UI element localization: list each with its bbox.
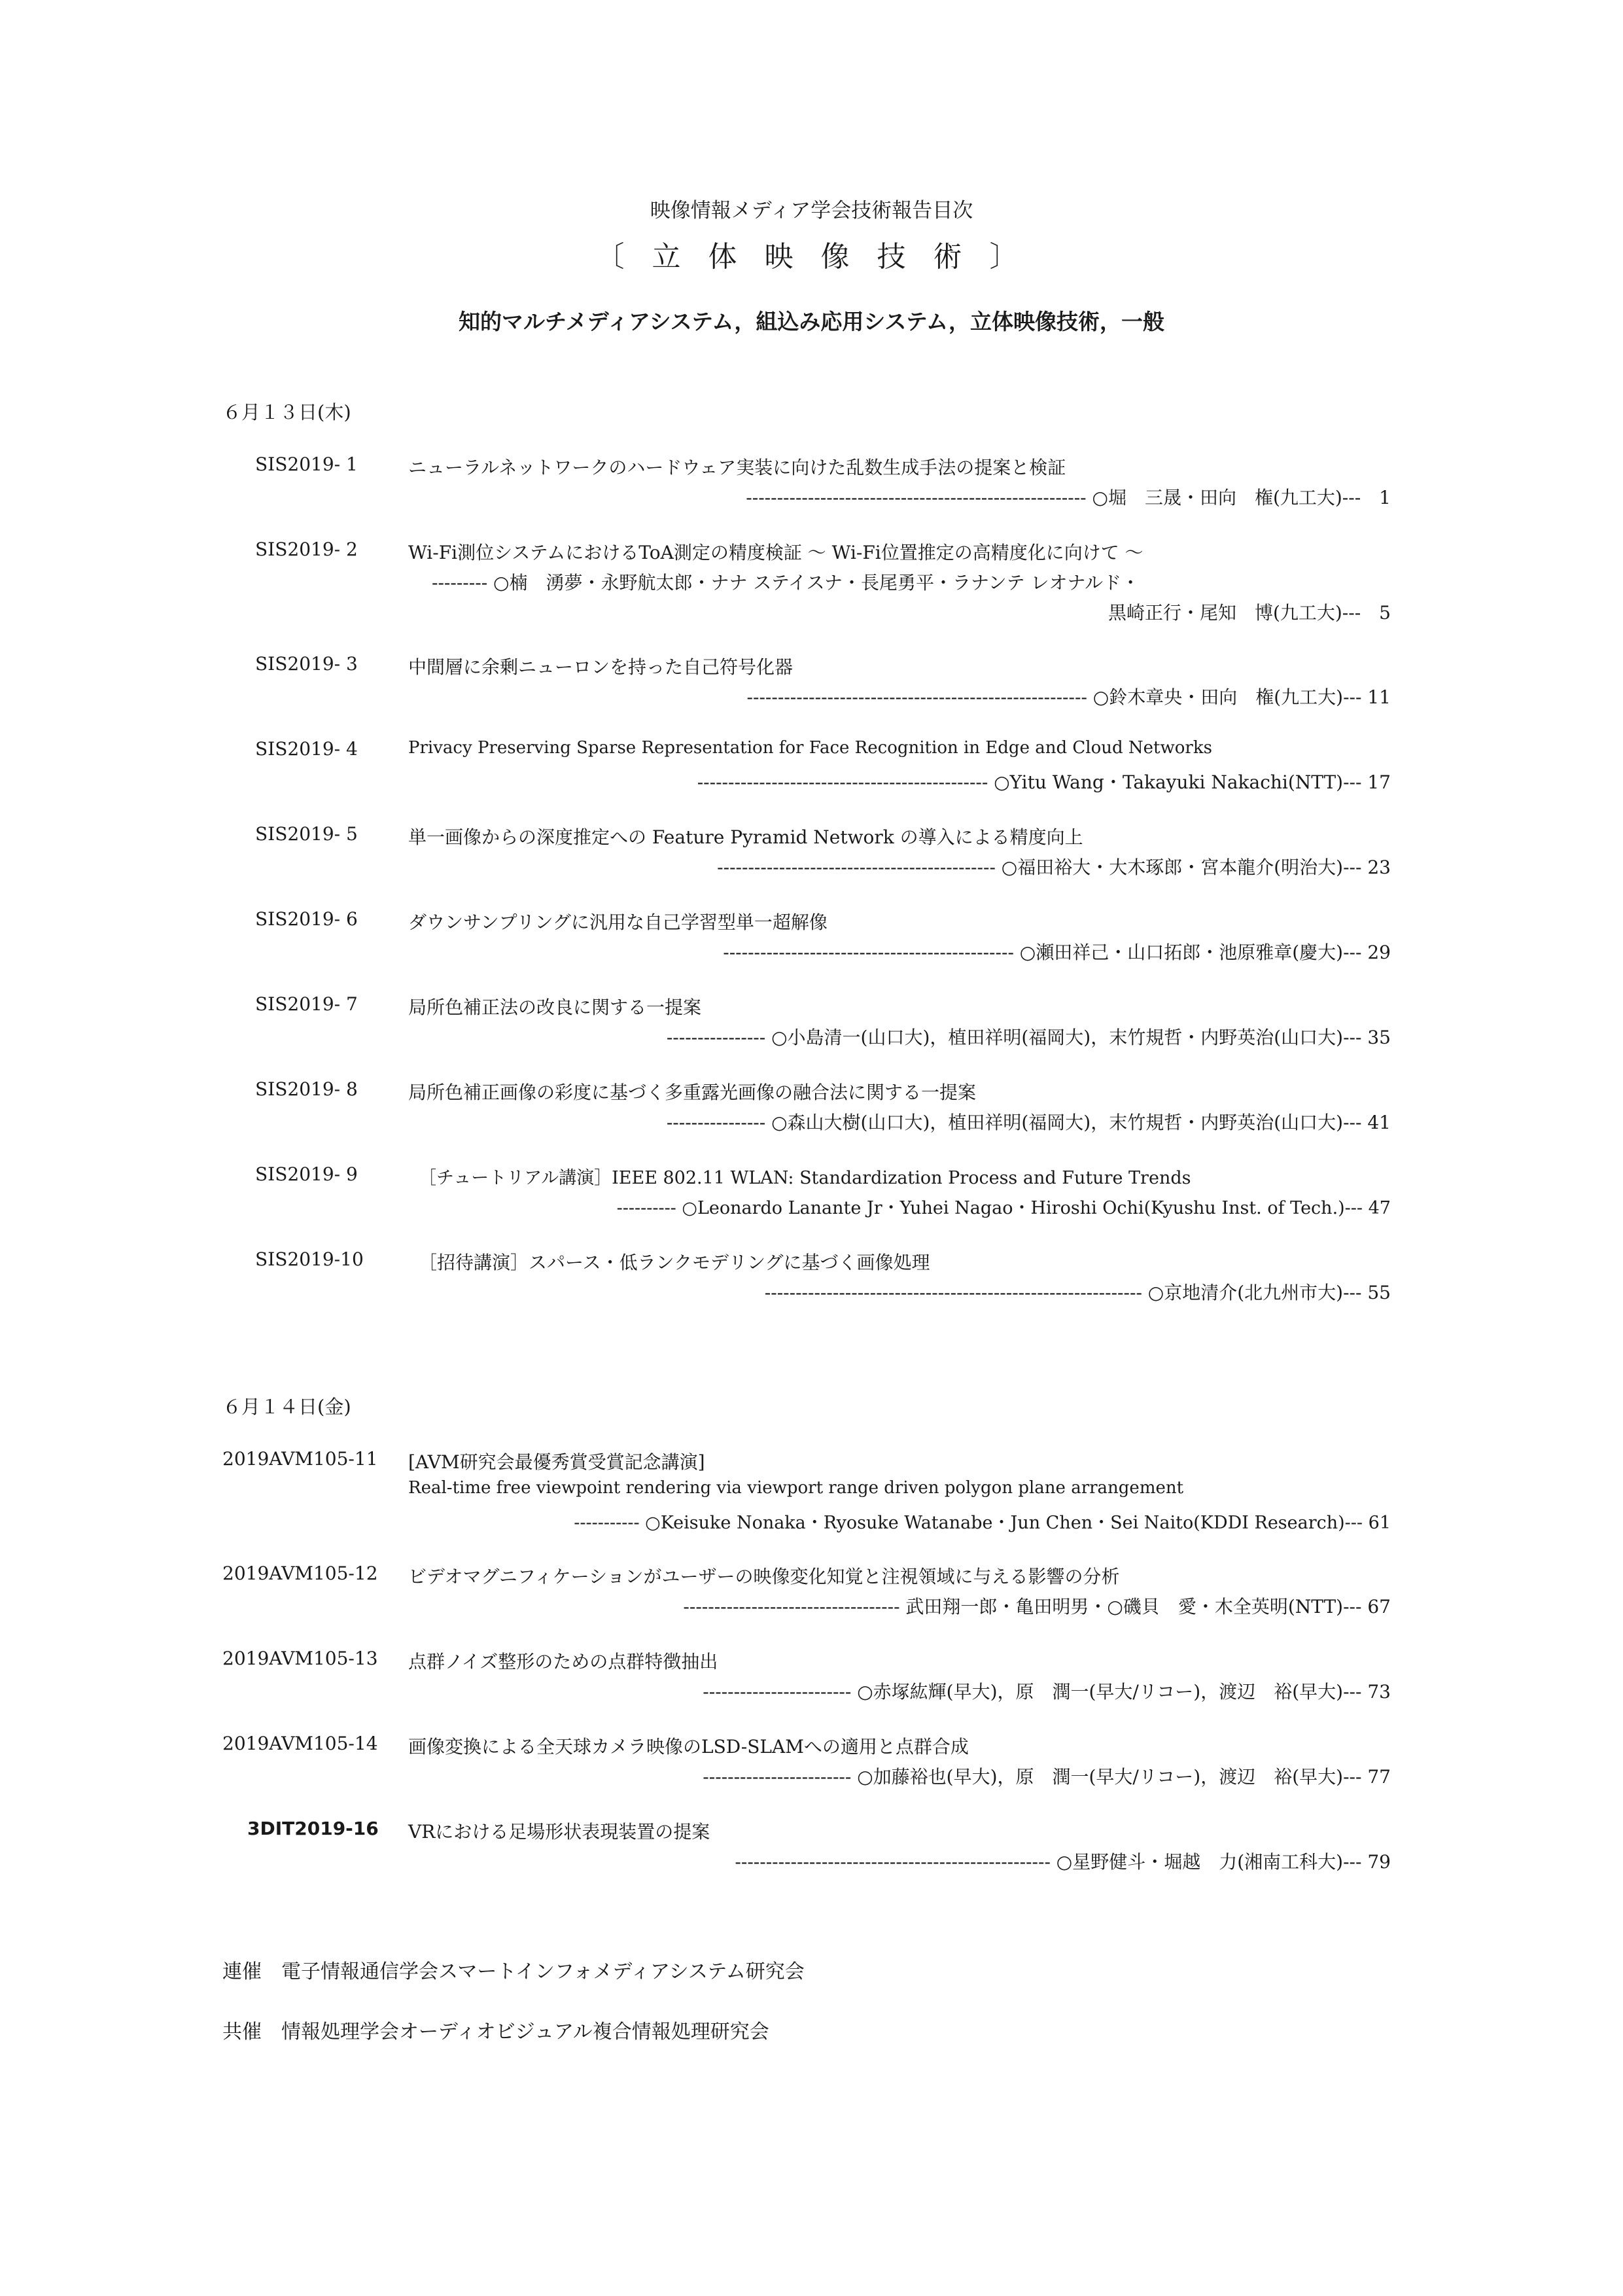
paper-title: 中間層に余剰ニューロンを持った自己符号化器: [408, 656, 794, 678]
paper-authors: ---------------- ○森山大樹(山口大)，植田祥明(福岡大)，末竹規哲・内野英治(山口大)--- 41: [666, 1112, 1391, 1133]
paper-code: SIS2019- 5: [255, 823, 358, 845]
paper-code: SIS2019-10: [255, 1248, 364, 1270]
paper-title: 点群ノイズ整形のための点群特徴抽出: [408, 1651, 718, 1672]
paper-authors-continued: 黒崎正行・尾知 博(九工大)--- 5: [1108, 602, 1391, 624]
co-sponsor-note: 共催 情報処理学会オーディオビジュアル複合情報処理研究会: [222, 2021, 769, 2043]
paper-authors: ------------------------------------------------------- ○堀 三晟・田向 権(九工大)--- 1: [746, 487, 1391, 508]
paper-title: ニューラルネットワークのハードウェア実装に向けた乱数生成手法の提案と検証: [408, 457, 1066, 478]
paper-authors: --------- ○楠 湧夢・永野航太郎・ナナ ステイスナ・長尾勇平・ラナンテ レオナルド・: [432, 572, 1140, 593]
paper-title: Privacy Preserving Sparse Representation for Face Recognition in Edge and Cloud Networks: [408, 738, 1212, 758]
paper-code: 3DIT2019-16: [247, 1818, 379, 1839]
category-title: 〔 立 体 映 像 技 術 〕: [595, 240, 1028, 274]
paper-title: 画像変換による全天球カメラ映像のLSD-SLAMへの適用と点群合成: [408, 1736, 969, 1757]
paper-code: 2019AVM105-14: [222, 1733, 378, 1754]
paper-code: 2019AVM105-12: [222, 1563, 378, 1584]
paper-code: SIS2019- 1: [255, 453, 358, 475]
paper-title: ［招待講演］スパース・低ランクモデリングに基づく画像処理: [419, 1252, 930, 1273]
paper-title: 単一画像からの深度推定への Feature Pyramid Network の導入による精度向上: [408, 826, 1083, 848]
paper-title: Wi-Fi測位システムにおけるToA測定の精度検証 ～ Wi-Fi位置推定の高精度化に向けて ～: [408, 542, 1143, 563]
paper-title: ビデオマグニフィケーションがユーザーの映像変化知覚と注視領域に与える影響の分析: [408, 1566, 1120, 1587]
paper-authors: ---------- ○Leonardo Lanante Jr・Yuhei Nagao・Hiroshi Ochi(Kyushu Inst. of Tech.)--- 47: [616, 1198, 1391, 1218]
paper-authors: ----------- ○Keisuke Nonaka・Ryosuke Watanabe・Jun Chen・Sei Naito(KDDI Research)--- 61: [574, 1513, 1391, 1533]
paper-title: 局所色補正法の改良に関する一提案: [408, 997, 702, 1018]
report-index-title: 映像情報メディア学会技術報告目次: [650, 199, 973, 222]
paper-title-continued: Real-time free viewpoint rendering via viewport range driven polygon plane arrangement: [408, 1478, 1184, 1498]
paper-authors: ----------------------------------- 武田翔一郎・亀田明男・○磯貝 愛・木全英明(NTT)--- 67: [683, 1596, 1391, 1617]
paper-title: [AVM研究会最優秀賞受賞記念講演]: [408, 1451, 705, 1473]
paper-title: ［チュートリアル講演］IEEE 802.11 WLAN: Standardization Process and Future Trends: [419, 1168, 1191, 1188]
paper-code: SIS2019- 8: [255, 1078, 358, 1100]
paper-authors: --------------------------------------------- ○福田裕大・大木琢郎・宮本龍介(明治大)--- 23: [717, 857, 1391, 878]
paper-code: SIS2019- 4: [255, 738, 358, 760]
paper-code: SIS2019- 3: [255, 653, 358, 675]
paper-authors: ---------------- ○小島清一(山口大)，植田祥明(福岡大)，末竹規哲・内野英治(山口大)--- 35: [666, 1027, 1391, 1048]
paper-code: SIS2019- 9: [255, 1163, 358, 1185]
paper-title: ダウンサンプリングに汎用な自己学習型単一超解像: [408, 911, 828, 933]
session-subtitle: 知的マルチメディアシステム，組込み応用システム，立体映像技術，一般: [458, 309, 1165, 334]
date-heading-day2: ６月１４日(金): [222, 1396, 351, 1418]
paper-authors: ----------------------------------------------- ○Yitu Wang・Takayuki Nakachi(NTT)--- 17: [697, 771, 1391, 793]
paper-title: VRにおける足場形状表現装置の提案: [408, 1821, 710, 1843]
date-heading-day1: ６月１３日(木): [222, 401, 351, 423]
paper-authors: ------------------------------------------------------- ○鈴木章央・田向 権(九工大)--- 11: [746, 686, 1391, 708]
paper-code: SIS2019- 2: [255, 539, 358, 560]
paper-code: SIS2019- 6: [255, 908, 358, 930]
paper-code: 2019AVM105-13: [222, 1648, 378, 1669]
paper-authors: ----------------------------------------------- ○瀬田祥己・山口拓郎・池原雅章(慶大)--- 29: [723, 942, 1391, 963]
paper-authors: ------------------------ ○赤塚紘輝(早大)，原 潤一(早大/リコー)，渡辺 裕(早大)--- 73: [703, 1681, 1391, 1703]
paper-title: 局所色補正画像の彩度に基づく多重露光画像の融合法に関する一提案: [408, 1082, 977, 1103]
paper-code: SIS2019- 7: [255, 993, 358, 1015]
paper-authors: ------------------------------------------------------------- ○京地清介(北九州市大)--- 55: [764, 1282, 1391, 1303]
paper-authors: ------------------------ ○加藤裕也(早大)，原 潤一(早大/リコー)，渡辺 裕(早大)--- 77: [703, 1766, 1391, 1788]
paper-code: 2019AVM105-11: [222, 1448, 378, 1470]
paper-authors: --------------------------------------------------- ○星野健斗・堀越 力(湘南工科大)--- 79: [735, 1851, 1391, 1873]
co-host-note: 連催 電子情報通信学会スマートインフォメディアシステム研究会: [222, 1960, 805, 1983]
